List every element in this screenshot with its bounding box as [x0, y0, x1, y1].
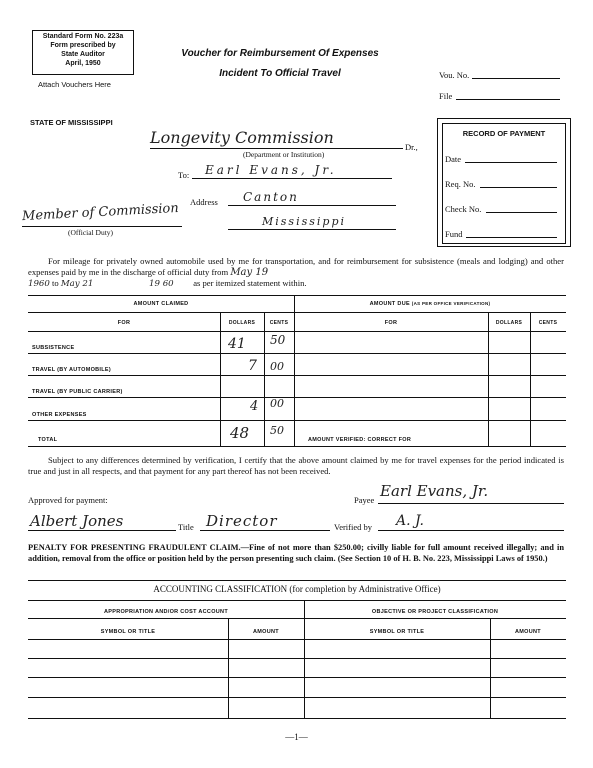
accounting-table [28, 600, 566, 719]
title-handwritten: Director [206, 512, 278, 530]
cents-header-right: CENTS [538, 320, 558, 326]
official-duty-line[interactable] [22, 226, 182, 227]
department-caption: (Department or Institution) [243, 150, 325, 159]
year-2-handwritten: 19 60 [149, 279, 174, 289]
record-fund-label: Fund [445, 229, 463, 239]
record-of-payment-box [437, 118, 571, 247]
title-line-2: Incident To Official Travel [219, 68, 341, 79]
official-duty-handwritten: Member of Commission [21, 200, 180, 225]
year-1-handwritten: 1960 [28, 279, 50, 289]
attach-vouchers-label: Attach Vouchers Here [38, 80, 111, 89]
file-line[interactable] [456, 99, 560, 100]
table-row-label: OTHER EXPENSES [32, 412, 87, 418]
title-line[interactable] [200, 530, 330, 531]
table-row-cents[interactable]: 50 [270, 333, 286, 347]
to-line[interactable] [192, 178, 392, 179]
cents-header-left: CENTS [269, 320, 289, 326]
table-row-dollars[interactable]: 41 [228, 336, 246, 352]
payee-name-handwritten: Earl Evans, Jr. [205, 163, 337, 177]
address-line-2[interactable] [228, 229, 396, 230]
dollars-header-left: DOLLARS [228, 320, 256, 326]
state-label: STATE OF MISSISSIPPI [30, 118, 113, 127]
verified-by-line[interactable] [378, 530, 564, 531]
record-check-label: Check No. [445, 204, 482, 214]
address-label: Address [190, 197, 218, 207]
file-label: File [439, 91, 453, 101]
table-row-cents[interactable]: 00 [270, 397, 284, 410]
appropriation-header: APPROPRIATION AND/OR COST ACCOUNT [104, 609, 228, 615]
approver-line[interactable] [28, 530, 176, 531]
std-form-line: April, 1950 [65, 60, 101, 67]
title-label: Title [178, 522, 194, 532]
verified-by-label: Verified by [334, 522, 373, 532]
payee-signature: Earl Evans, Jr. [380, 482, 489, 500]
record-date-line[interactable] [465, 162, 557, 163]
table-row-cents[interactable]: 50 [270, 424, 284, 437]
dollars-header-right: DOLLARS [495, 320, 523, 326]
payee-label: Payee [354, 495, 375, 505]
statement-rest: as per itemized statement within. [193, 278, 307, 288]
amount-due-label: AMOUNT DUE [369, 301, 410, 307]
record-check-line[interactable] [486, 212, 557, 213]
period-line [28, 278, 307, 289]
table-row-label: TRAVEL (BY PUBLIC CARRIER) [32, 389, 123, 395]
amount-header-left: AMOUNT [253, 629, 279, 635]
record-req-label: Req. No. [445, 179, 476, 189]
table-row-dollars[interactable]: 4 [250, 399, 259, 414]
department-handwritten: Longevity Commission [150, 128, 334, 147]
record-date-label: Date [445, 154, 462, 164]
penalty-text: PENALTY FOR PRESENTING FRAUDULENT CLAIM.—Fine of not more than $250.00; civilly liable for full amount received illegally; and in addition, removal from the office or position held by the person presenting such claim. (See Section 10 of H. B. No. 223, Mississippi Laws of 1950.) [28, 543, 564, 563]
table-row-label: SUBSISTENCE [32, 345, 75, 351]
address-handwritten: Canton [243, 190, 299, 204]
accounting-title: ACCOUNTING CLASSIFICATION (for completion by Administrative Office) [153, 584, 441, 594]
table-row-label: TRAVEL (BY AUTOMOBILE) [32, 367, 112, 373]
table-row-cents[interactable]: 00 [270, 360, 284, 373]
amount-due-title [294, 301, 566, 307]
address-handwritten-2: Mississippi [262, 215, 346, 228]
amount-due-note: (AS PER OFFICE VERIFICATION) [411, 301, 491, 306]
record-req-line[interactable] [480, 187, 557, 188]
verifier-signature: A. J. [396, 513, 424, 529]
department-line[interactable] [150, 148, 403, 149]
symbol-header-right: SYMBOL OR TITLE [369, 629, 425, 635]
payee-line[interactable] [378, 503, 564, 504]
approved-label: Approved for payment: [28, 495, 108, 505]
dr-label: Dr., [405, 142, 418, 152]
to-date-handwritten: May 21 [60, 279, 94, 289]
std-form-line: Standard Form No. 223a [42, 33, 124, 40]
std-form-line: Form prescribed by [50, 42, 116, 49]
certification-text: Subject to any differences determined by verification, I certify that the above amount claimed by me for travel expenses for the period indicated is true and just in all respects, and that payment for any part thereof has not been received. [28, 455, 564, 476]
std-form-line: State Auditor [61, 51, 105, 58]
mileage-statement [28, 256, 564, 278]
objective-header: OBJECTIVE OR PROJECT CLASSIFICATION [371, 609, 499, 615]
from-date-handwritten: May 19 [230, 266, 269, 278]
to-label: To: [178, 170, 190, 180]
statement-text: For mileage for privately owned automobile used by me for transportation, and for reimbursement for subsistence (meals and lodging) and other expenses paid by me in the discharge of official duty from [28, 256, 564, 277]
voucher-number-line[interactable] [472, 78, 560, 79]
amount-verified-label: AMOUNT VERIFIED: CORRECT FOR [308, 437, 412, 443]
official-duty-caption: (Official Duty) [68, 228, 114, 237]
voucher-number-label: Vou. No. [439, 70, 470, 80]
symbol-header-left: SYMBOL OR TITLE [100, 629, 156, 635]
amount-table [28, 295, 566, 447]
to-word: to [52, 278, 59, 288]
for-header-right: FOR [384, 320, 398, 326]
title-line-1: Voucher for Reimbursement Of Expenses [181, 48, 379, 59]
for-header-left: FOR [117, 320, 131, 326]
record-title: RECORD OF PAYMENT [462, 129, 546, 138]
table-row-label: TOTAL [38, 437, 58, 443]
standard-form-box [32, 30, 134, 75]
address-line-1[interactable] [228, 205, 396, 206]
amount-claimed-title: AMOUNT CLAIMED [133, 301, 189, 307]
approver-signature: Albert Jones [30, 512, 124, 530]
amount-header-right: AMOUNT [515, 629, 541, 635]
table-row-dollars[interactable]: 7 [248, 358, 257, 374]
page-number: —1— [285, 732, 308, 742]
record-fund-line[interactable] [466, 237, 557, 238]
table-row-dollars[interactable]: 48 [230, 424, 250, 442]
voucher-title [150, 44, 410, 84]
